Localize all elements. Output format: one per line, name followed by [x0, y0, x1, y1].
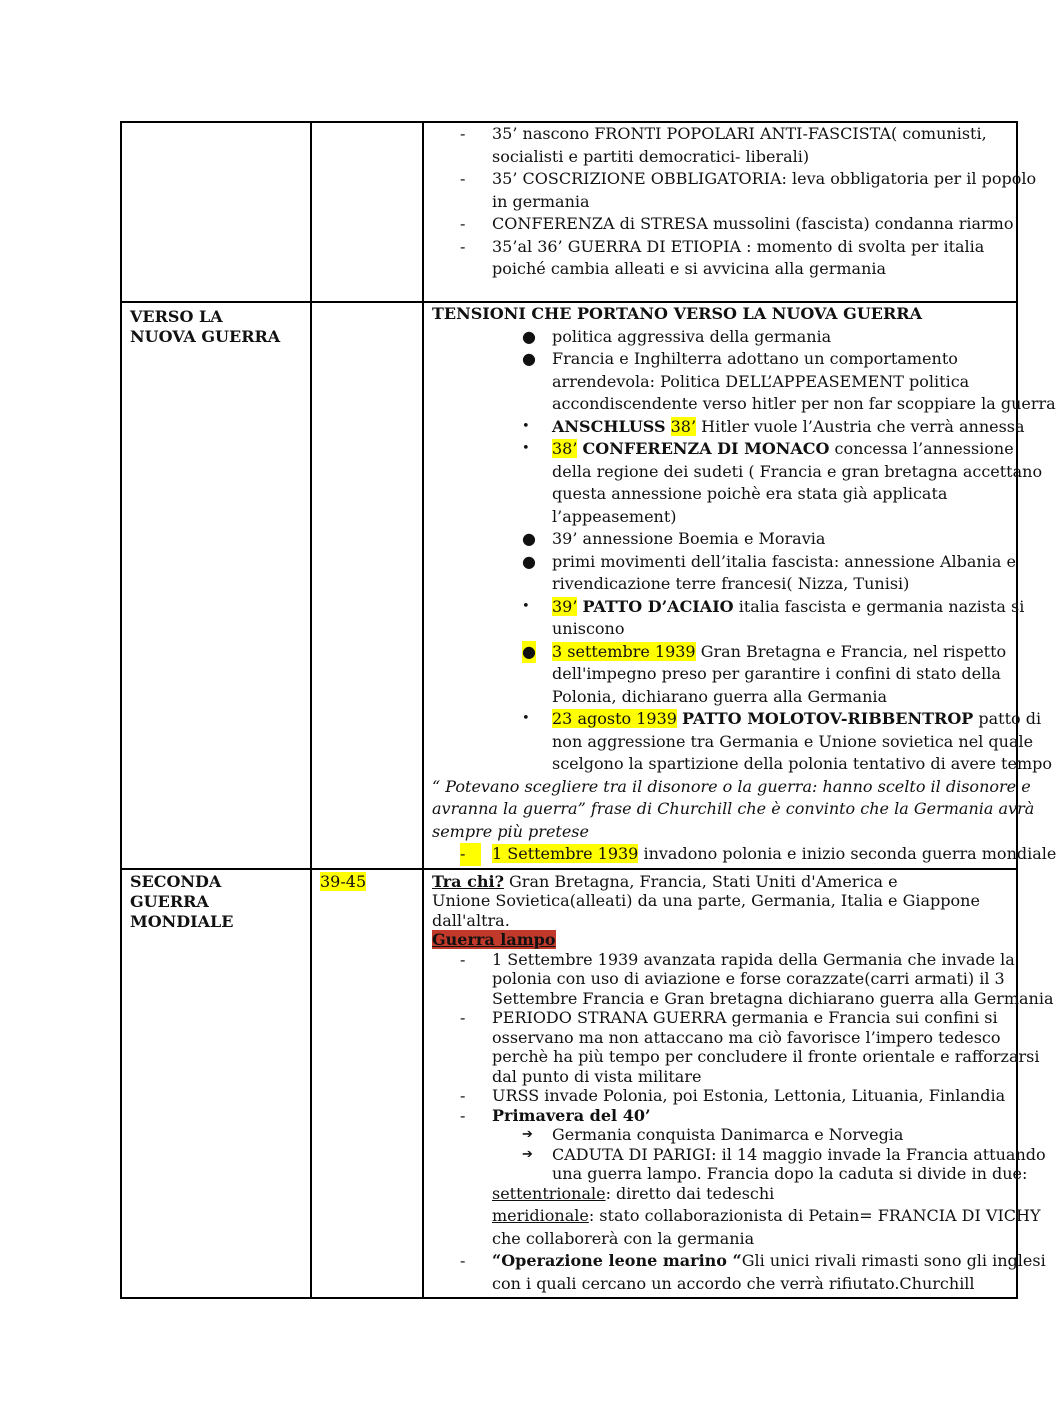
dash-marker: -: [460, 169, 466, 188]
item-text: Gran Bretagna e Francia, nel rispetto: [695, 641, 1007, 661]
item-text: PATTO MOLOTOV-RIBBENTROP: [682, 709, 974, 728]
item-text: 35’ nascono FRONTI POPOLARI ANTI-FASCISTA( comunisti,: [492, 124, 987, 143]
item-text: Germania conquista Danimarca e Norvegia: [552, 1125, 904, 1144]
item-text: PERIODO STRANA GUERRA germania e Francia sui confini si: [492, 1008, 998, 1027]
dash-marker: -: [460, 214, 466, 233]
bullet-marker: •: [522, 418, 530, 434]
dash-marker: -: [460, 1008, 466, 1027]
item-text: Hitler vuole l’Austria che verrà annessa: [696, 416, 1025, 436]
dash-marker: -: [460, 1105, 466, 1125]
item-text: polonia con uso di aviazione e forse corazzate(carri armati) il 3: [492, 969, 1005, 988]
highlight-year: 38’: [670, 416, 697, 436]
item-text: socialisti e partiti democratici- liberali): [492, 146, 810, 166]
list-item: [432, 168, 1037, 191]
item-text: osservano ma non attaccano ma ciò favorisce l’impero tedesco: [492, 1027, 1001, 1047]
item-text: primi movimenti dell’italia fascista: annessione Albania e: [552, 551, 1016, 571]
item-text: 39’ annessione Boemia e Moravia: [552, 529, 826, 548]
list-item: [432, 236, 1008, 259]
subheading: Tra chi?: [432, 871, 504, 891]
list-item: [432, 123, 1008, 146]
dash-marker: -: [460, 843, 481, 866]
section-title: NUOVA GUERRA: [130, 327, 281, 346]
dash-marker: -: [460, 236, 466, 256]
dash-marker: -: [460, 949, 466, 969]
item-text: URSS invade Polonia, poi Estonia, Lettonia, Lituania, Finlandia: [492, 1086, 1006, 1105]
item-text: PATTO D’ACIAIO: [582, 596, 734, 616]
item-text: arrendevola: Politica DELL’APPEASEMENT politica: [552, 371, 970, 391]
section-cell: [121, 869, 311, 1299]
item-text: [432, 191, 1008, 214]
item-text: perchè ha più tempo per concludere il fronte orientale e rafforzarsi: [492, 1047, 1040, 1066]
item-text: accondiscendente verso hitler per non far scoppiare la guerra: [552, 394, 1056, 413]
content-cell: [423, 869, 1054, 1299]
years-cell: [311, 122, 423, 302]
list-item: [432, 438, 1014, 461]
list-item: [432, 326, 1008, 349]
item-text: che collaborerà con la germania: [492, 1228, 755, 1248]
content-cell: [423, 302, 1056, 869]
item-text: dal punto di vista militare: [492, 1066, 702, 1086]
item-text: Polonia, dichiarano guerra alla Germania: [552, 686, 888, 706]
item-text: : diretto dai tedeschi: [605, 1183, 775, 1203]
item-text: meridionale: [492, 1206, 589, 1225]
quote-text: avranna la guerra” frase di Churchill che è convinto che la Germania avrà: [432, 799, 1035, 818]
item-text: Settembre Francia e Gran bretagna dichiarano guerra alla Germania: [492, 988, 1054, 1008]
list-item: [432, 1144, 1046, 1165]
table-row: [121, 869, 1017, 1299]
item-text: Primavera del 40’: [492, 1105, 651, 1125]
list-item: [432, 1106, 1008, 1126]
bullet-marker: ●: [522, 349, 536, 368]
list-item: [432, 949, 1015, 970]
item-text: con i quali cercano un accordo che verrà rifiutato.Churchill: [492, 1273, 975, 1293]
section-title: GUERRA: [130, 891, 209, 911]
item-text: CADUTA DI PARIGI: il 14 maggio invade la Francia attuando: [552, 1144, 1046, 1164]
item-text: Unione Sovietica(alleati) da una parte, Germania, Italia e Giappone: [432, 891, 980, 910]
item-text: poiché cambia alleati e si avvicina alla germania: [492, 259, 887, 278]
item-text: dell'impegno preso per garantire i confini di stato della: [552, 664, 1001, 683]
list-item: [432, 1250, 1046, 1273]
content-cell: [423, 122, 1037, 302]
item-text: in germania: [492, 191, 590, 211]
item-text: “Operazione leone marino “: [492, 1251, 742, 1270]
highlight-year: 39’: [552, 596, 578, 616]
bullet-marker: •: [522, 711, 530, 726]
item-text: patto di: [973, 709, 1042, 728]
list-item: [432, 708, 1042, 731]
item-text: l’appeasement): [552, 506, 677, 526]
item-text: : stato collaborazionista di Petain= FRANCIA DI VICHY: [588, 1206, 1041, 1225]
section-title: VERSO LA: [130, 307, 223, 326]
bullet-marker: •: [522, 441, 530, 456]
highlight-date: 3 settembre 1939: [552, 641, 696, 661]
item-text: questa annessione poichè era stata già applicata: [552, 484, 948, 503]
section-cell: [121, 122, 311, 302]
item-text: invadono polonia e inizio seconda guerra mondiale: [638, 844, 1056, 863]
dash-marker: -: [460, 124, 466, 143]
bullet-marker: ●: [522, 529, 536, 548]
item-text: settentrionale: [492, 1183, 606, 1203]
table-row: [121, 122, 1017, 302]
section-title: SECONDA: [130, 871, 222, 891]
list-item: [432, 416, 1025, 439]
years-cell: [311, 302, 423, 869]
item-text: Francia e Inghilterra adottano un comportamento: [552, 349, 958, 368]
bullet-marker: ●: [522, 641, 536, 664]
item-text: Gli unici rivali rimasti sono gli inglesi: [741, 1251, 1046, 1270]
item-text: 35’ COSCRIZIONE OBBLIGATORIA: leva obbligatoria per il popolo: [492, 169, 1037, 188]
section-cell: [121, 302, 311, 869]
dash-marker: -: [460, 1086, 466, 1105]
list-item: [432, 1125, 1008, 1145]
section-heading: TENSIONI CHE PORTANO VERSO LA NUOVA GUERRA: [432, 304, 922, 323]
highlight-year: 38’: [552, 439, 578, 458]
item-text: [432, 258, 1008, 281]
list-item: [432, 1008, 1008, 1028]
item-text: scelgono la spartizione della polonia tentativo di avere tempo: [552, 754, 1052, 773]
list-item: [432, 551, 1016, 574]
section-title: MONDIALE: [130, 911, 234, 931]
years-cell: [311, 869, 423, 1299]
list-item: [432, 641, 1008, 664]
item-text: ANSCHLUSS: [552, 416, 666, 436]
bullet-marker: ●: [522, 326, 536, 346]
arrow-icon: ➔: [522, 1146, 533, 1162]
list-item: [432, 596, 1025, 619]
quote-text: “ Potevano scegliere tra il disonore o la guerra: hanno scelto il disonore e: [432, 776, 1031, 796]
item-text: Gran Bretagna, Francia, Stati Uniti d'America e: [503, 871, 898, 891]
item-text: politica aggressiva della germania: [552, 326, 832, 346]
highlight-date: 1 Settembre 1939: [492, 844, 639, 863]
years-range: 39-45: [320, 871, 367, 891]
item-text: 1 Settembre 1939 avanzata rapida della Germania che invade la: [492, 949, 1015, 969]
highlight-date: 23 agosto 1939: [552, 709, 677, 728]
item-text: CONFERENZA DI MONACO: [582, 439, 830, 458]
item-text: uniscono: [552, 619, 625, 638]
item-text: concessa l’annessione: [829, 439, 1014, 458]
subheading-guerra-lampo: Guerra lampo: [432, 930, 556, 949]
item-text: CONFERENZA di STRESA mussolini (fascista) condanna riarmo: [492, 214, 1014, 233]
item-text: italia fascista e germania nazista si: [733, 596, 1025, 616]
dash-marker: -: [460, 1251, 466, 1270]
item-text: non aggressione tra Germania e Unione sovietica nel quale: [552, 731, 1034, 751]
quote-text: sempre più pretese: [432, 821, 589, 841]
arrow-icon: ➔: [522, 1127, 533, 1142]
item-text: 35’al 36’ GUERRA DI ETIOPIA : momento di svolta per italia: [492, 236, 985, 256]
list-item: [432, 213, 1014, 236]
table-row: [121, 302, 1017, 869]
list-item: [432, 528, 1008, 551]
item-text: rivendicazione terre francesi( Nizza, Tunisi): [552, 574, 910, 593]
list-item: [432, 1086, 1008, 1106]
item-text: una guerra lampo. Francia dopo la caduta si divide in due:: [552, 1164, 1028, 1183]
item-text: dall'altra.: [432, 910, 510, 930]
bullet-marker: ●: [522, 551, 536, 571]
bullet-marker: •: [522, 598, 530, 614]
list-item: [432, 348, 1008, 371]
item-text: della regione dei sudeti ( Francia e gran bretagna accettano: [552, 461, 1043, 481]
history-table: [120, 121, 1056, 1299]
item-text: [432, 146, 1008, 169]
list-item: [432, 843, 1056, 866]
